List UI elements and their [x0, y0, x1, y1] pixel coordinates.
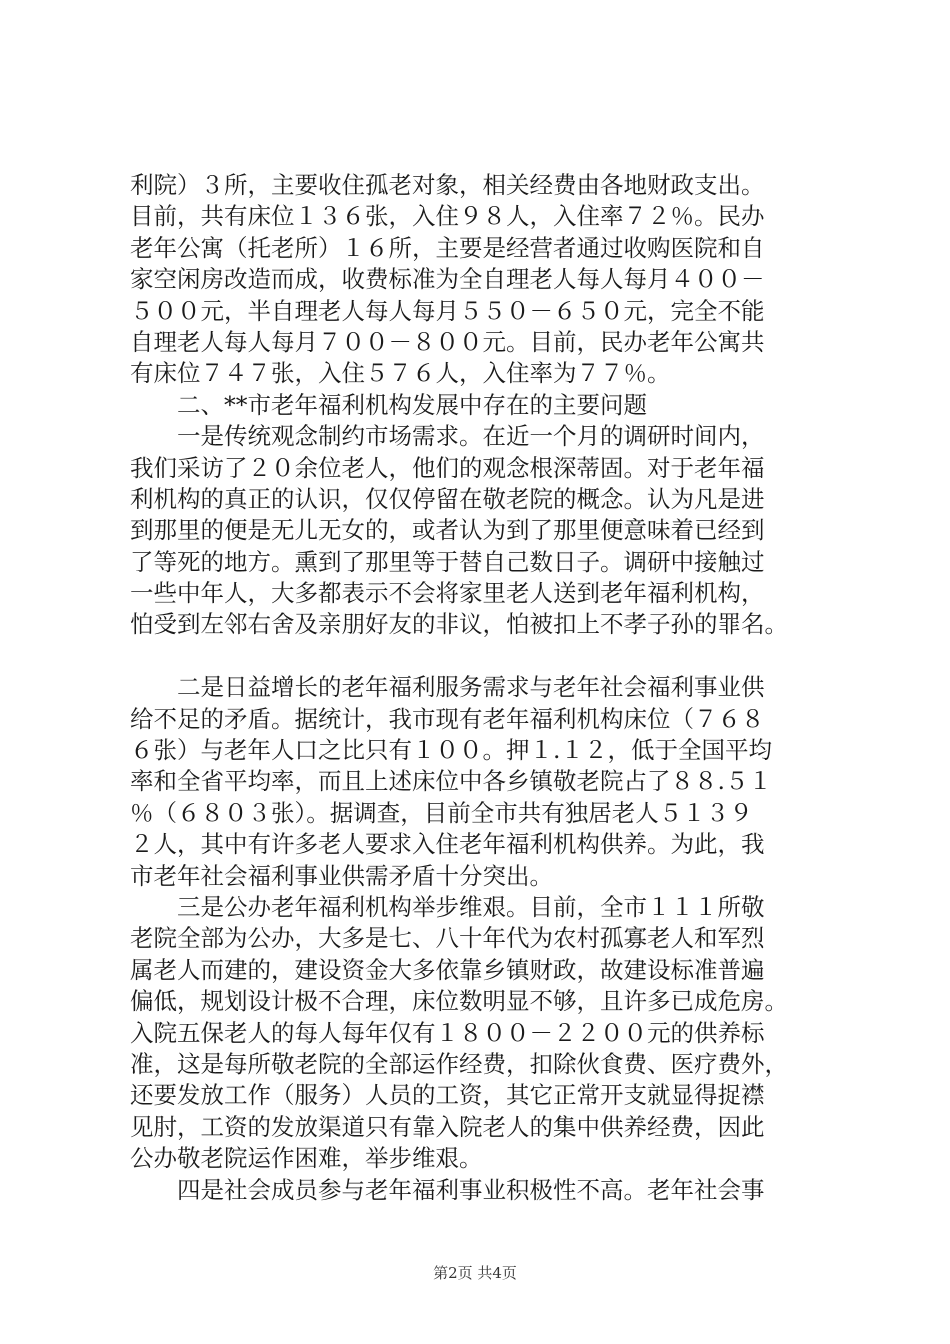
text-line: 有床位７４７张，入住５７６人，入住率为７７％。 — [130, 359, 671, 388]
blank-line — [130, 641, 842, 672]
paragraph-start-line: 一是传统观念制约市场需求。在近一个月的调研时间内， — [177, 422, 765, 451]
text-line: 我们采访了２０余位老人，他们的观念根深蒂固。对于老年福 — [130, 453, 765, 482]
page-number-footer: 第2页 共4页 — [433, 1264, 517, 1282]
text-line: 了等死的地方。熏到了那里等于替自己数日子。调研中接触过 — [130, 547, 765, 576]
text-line: 率和全省平均率，而且上述床位中各乡镇敬老院占了８８.５１ — [130, 767, 772, 796]
text-line: 入院五保老人的每人每年仅有１８００－２２００元的供养标 — [130, 1018, 765, 1047]
text-line: 属老人而建的，建设资金大多依靠乡镇财政，故建设标准普遍 — [130, 955, 765, 984]
text-line: 公办敬老院运作困难，举步维艰。 — [130, 1144, 483, 1173]
text-line: 偏低，规划设计极不合理，床位数明显不够，且许多已成危房。 — [130, 987, 788, 1016]
text-line: 到那里的便是无儿无女的，或者认为到了那里便意味着已经到 — [130, 516, 765, 545]
text-line: ２人，其中有许多老人要求入住老年福利机构供养。为此，我 — [130, 830, 765, 859]
document-body — [130, 170, 842, 1206]
text-line: 一些中年人，大多都表示不会将家里老人送到老年福利机构， — [130, 579, 765, 608]
text-line: ６张）与老年人口之比只有１００。押１.１２，低于全国平均 — [130, 736, 772, 765]
paragraph-start-line: 四是社会成员参与老年福利事业积极性不高。老年社会事 — [177, 1175, 765, 1204]
text-line: 怕受到左邻右舍及亲朋好友的非议，怕被扣上不孝子孙的罪名。 — [130, 610, 788, 639]
text-line: 市老年社会福利事业供需矛盾十分突出。 — [130, 861, 553, 890]
text-line: ％（６８０３张）。据调查，目前全市共有独居老人５１３９ — [130, 798, 753, 827]
text-line: 见肘，工资的发放渠道只有靠入院老人的集中供养经费，因此 — [130, 1112, 765, 1141]
text-line: 利院）３所，主要收住孤老对象，相关经费由各地财政支出。 — [130, 171, 765, 199]
text-line: 给不足的矛盾。据统计，我市现有老年福利机构床位（７６８ — [130, 704, 765, 733]
section-heading: 二、**市老年福利机构发展中存在的主要问题 — [177, 390, 647, 419]
text-line: 目前，共有床位１３６张，入住９８人，入住率７２％。民办 — [130, 202, 765, 231]
text-line: 老院全部为公办，大多是七、八十年代为农村孤寡老人和军烈 — [130, 924, 765, 953]
text-line: 家空闲房改造而成，收费标准为全自理老人每人每月４００－ — [130, 265, 765, 294]
paragraph-start-line: 三是公办老年福利机构举步维艰。目前，全市１１１所敬 — [177, 892, 765, 921]
text-line: 老年公寓（托老所）１６所，主要是经营者通过收购医院和自 — [130, 233, 765, 262]
text-line: 还要发放工作（服务）人员的工资，其它正常开支就显得捉襟 — [130, 1081, 765, 1110]
text-line: 自理老人每人每月７００－８００元。目前，民办老年公寓共 — [130, 327, 765, 356]
text-line: ５００元，半自理老人每人每月５５０－６５０元，完全不能 — [130, 296, 765, 325]
paragraph-start-line: 二是日益增长的老年福利服务需求与老年社会福利事业供 — [177, 673, 765, 702]
text-line: 准，这是每所敬老院的全部运作经费，扣除伙食费、医疗费外， — [130, 1049, 788, 1078]
text-line: 利机构的真正的认识，仅仅停留在敬老院的概念。认为凡是进 — [130, 484, 765, 513]
